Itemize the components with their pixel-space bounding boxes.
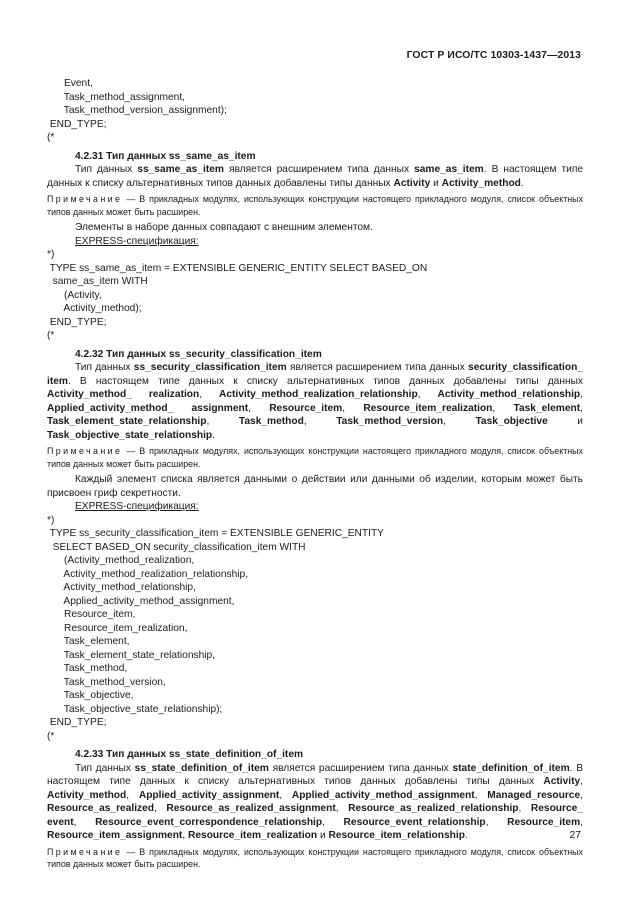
text-run: . В настоящем типе данных к списку альтернативных типов данных добавлены типы данных: [47, 762, 583, 787]
note-4-2-32: [47, 445, 583, 470]
bold-term: Activity_method: [441, 177, 521, 189]
paragraph-4-2-31: [47, 163, 583, 190]
bold-term: Resource_item: [269, 402, 343, 414]
text-run: и: [430, 177, 442, 189]
note-4-2-31: [47, 193, 583, 218]
text-run: ,: [580, 389, 583, 400]
text-run: Тип данных: [75, 362, 134, 373]
paragraph-4-2-31-elements: Элементы в наборе данных совпадают с внешним элементом.: [75, 222, 373, 233]
note-text: — В прикладных модулях, использующих конструкции настоящего прикладного модуля, список объектных типов данных может быть расширен.: [47, 846, 583, 869]
text-run: ,: [518, 803, 531, 814]
bold-term: Managed_resource: [487, 789, 581, 801]
bold-term: Resource_as_realized: [47, 803, 155, 814]
text-run: ,: [248, 402, 270, 414]
code-line: (Activity,: [47, 289, 102, 301]
bold-term: Applied_activity_method_ assignment: [47, 402, 249, 414]
bold-term: Resource_item_assignment: [47, 830, 183, 841]
text-run: ,: [580, 776, 583, 787]
bold-term: security_classification_ item: [47, 362, 583, 387]
bold-term: Activity: [393, 177, 431, 189]
bold-term: same_as_item: [414, 164, 484, 175]
text-run: является расширением типа данных: [223, 164, 415, 175]
code-line: TYPE ss_same_as_item = EXTENSIBLE GENERIC_ENTITY SELECT BASED_ON: [47, 262, 428, 274]
text-run: .: [464, 830, 468, 841]
code-line: END_TYPE;: [47, 717, 107, 728]
text-run: ,: [279, 789, 292, 801]
paragraph-4-2-33: [47, 762, 583, 843]
bold-term: Resource_item_realization: [363, 402, 493, 414]
code-line: END_TYPE;: [47, 118, 107, 130]
note-text: — В прикладных модулях, использующих конструкции настоящего прикладного модуля, список объектных типов данных может быть расширен.: [47, 446, 583, 469]
text-run: ,: [443, 416, 476, 427]
bold-term: ss_same_as_item: [137, 164, 224, 175]
text-run: .: [520, 177, 524, 189]
text-run: .: [212, 429, 215, 441]
section-heading-4-2-33: 4.2.33 Тип данных ss_state_definition_of_item: [75, 749, 304, 760]
paragraph-4-2-32: [47, 361, 583, 442]
bold-term: Resource_item: [507, 816, 581, 828]
bold-term: Resource_item_relationship: [328, 830, 465, 841]
text-run: ,: [182, 830, 188, 841]
code-block-top: [47, 77, 583, 145]
text-run: ,: [342, 402, 364, 414]
note-prefix: Примечание: [47, 446, 123, 456]
bold-term: Resource_as_realized_relationship: [348, 803, 519, 814]
text-run: . В настоящем типе данных к списку альтернативных типов данных добавлены типы данных: [47, 164, 583, 189]
code-line: Activity_method_realization_relationship,: [47, 568, 249, 580]
text-run: ,: [199, 389, 219, 400]
code-line: Task_method_version,: [47, 676, 166, 688]
code-line: Task_element,: [47, 636, 130, 647]
code-line: same_as_item WITH: [47, 276, 148, 287]
bold-term: Task_element_state_relationship: [47, 416, 207, 427]
bold-term: Task_objective: [475, 416, 548, 427]
text-run: ,: [485, 816, 508, 828]
note-prefix: Примечание: [47, 194, 123, 204]
bold-term: Applied_activity_assignment: [138, 789, 280, 801]
code-line: (*: [47, 132, 55, 143]
express-label-4-2-31: EXPRESS-спецификация:: [75, 235, 199, 247]
code-line: END_TYPE;: [47, 316, 107, 328]
bold-term: Task_element: [513, 402, 581, 414]
code-line: Task_method_version_assignment);: [47, 105, 227, 116]
bold-term: Task_method_version: [336, 416, 444, 427]
text-run: ,: [206, 416, 239, 427]
bold-term: Activity_method: [47, 789, 127, 801]
code-line: Resource_item,: [47, 609, 136, 620]
section-heading-4-2-32: 4.2.32 Тип данных ss_security_classification_item: [75, 348, 322, 360]
page-header: ГОСТ Р ИСО/ТС 10303-1437—2013: [406, 50, 581, 61]
text-run: ,: [73, 816, 96, 828]
bold-term: ss_state_definition_of_item: [134, 762, 269, 774]
text-run: ,: [580, 789, 583, 801]
bold-term: Activity_method_realization_relationship: [219, 389, 418, 400]
code-line: Task_objective_state_relationship);: [47, 703, 223, 715]
text-run: . В настоящем типе данных к списку альтернативных типов данных добавлены типы данных: [67, 375, 583, 387]
text-run: ,: [335, 803, 349, 814]
bold-term: Task_objective_state_relationship: [47, 429, 213, 441]
text-run: является расширением типа данных: [286, 362, 469, 373]
bold-term: Resource_event_correspondence_relationship: [95, 816, 323, 828]
bold-term: Applied_activity_method_assignment: [291, 789, 475, 801]
text-run: ,: [303, 416, 337, 427]
text-run: и: [547, 416, 584, 427]
code-line: *): [47, 514, 55, 526]
text-run: ,: [474, 789, 488, 801]
bold-term: state_definition_of_item: [452, 762, 570, 774]
code-line: Applied_activity_method_assignment,: [47, 595, 235, 607]
code-line: Activity_method);: [47, 303, 142, 314]
text-run: ,: [154, 803, 167, 814]
bold-term: ss_security_classification_item: [133, 362, 287, 373]
code-block-4-2-32: [47, 514, 583, 744]
bold-term: Resource_ event: [47, 803, 583, 828]
text-run: ,: [580, 816, 583, 828]
code-line: (*: [47, 730, 55, 742]
code-line: Activity_method_relationship,: [47, 582, 196, 593]
code-line: Task_method_assignment,: [47, 91, 185, 103]
text-run: является расширением типа данных: [268, 762, 453, 774]
text-run: Тип данных: [75, 762, 135, 774]
bold-term: Activity_method_ realization: [47, 389, 200, 400]
code-line: (Activity_method_realization,: [47, 555, 195, 566]
page-number: 27: [569, 830, 581, 841]
note-prefix: Примечание: [47, 846, 123, 857]
bold-term: Task_method: [238, 416, 304, 427]
text-run: ,: [126, 789, 139, 801]
bold-term: Resource_event_relationship: [343, 816, 486, 828]
text-run: ,: [417, 389, 438, 400]
bold-term: Resource_item_realization: [188, 830, 318, 841]
code-line: Resource_item_realization,: [47, 622, 188, 634]
text-run: ,: [492, 402, 514, 414]
bold-term: Activity_method_relationship: [437, 389, 581, 400]
text-run: и: [317, 830, 329, 841]
code-line: Task_element_state_relationship,: [47, 649, 216, 661]
text-run: ,: [580, 402, 583, 414]
express-label-4-2-32: EXPRESS-спецификация:: [75, 501, 199, 512]
section-heading-4-2-31: 4.2.31 Тип данных ss_same_as_item: [75, 150, 256, 162]
note-text: — В прикладных модулях, использующих конструкции настоящего прикладного модуля, список объектных типов данных может быть расширен.: [47, 194, 583, 217]
code-line: Event,: [47, 78, 93, 89]
bold-term: Activity: [543, 776, 581, 787]
code-line: *): [47, 249, 55, 260]
text-run: Тип данных: [75, 164, 138, 175]
code-line: Task_objective,: [47, 690, 134, 701]
page-content: [47, 77, 583, 874]
text-run: ,: [322, 816, 344, 828]
code-line: SELECT BASED_ON security_classification_item WITH: [47, 541, 306, 553]
code-line: (*: [47, 330, 55, 341]
code-block-4-2-31: [47, 248, 583, 343]
code-line: TYPE ss_security_classification_item = EXTENSIBLE GENERIC_ENTITY: [47, 528, 384, 539]
note-4-2-33: [47, 846, 583, 871]
paragraph-4-2-32-elements: Каждый элемент списка является данными о действии или данными об изделии, которым может быть присвоен гриф секретности.: [47, 474, 583, 499]
code-line: Task_method,: [47, 663, 128, 674]
bold-term: Resource_as_realized_assignment: [166, 803, 336, 814]
